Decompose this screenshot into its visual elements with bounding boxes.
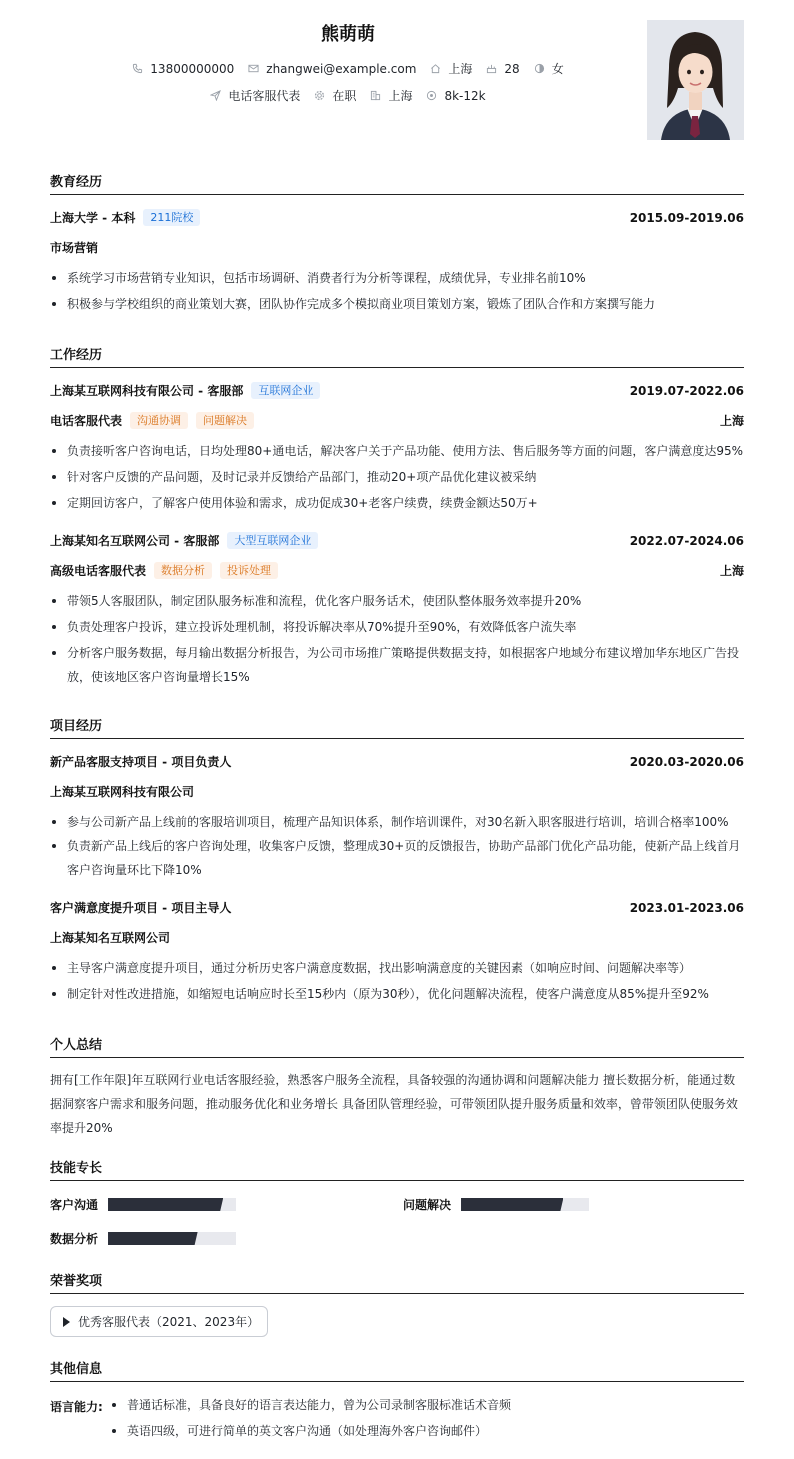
age-text: 28 [504, 61, 520, 76]
list-item: 制定针对性改进措施，如缩短电话响应时长至15秒内（原为30秒），优化问题解决流程，使客户满意度从85%提升至92% [50, 982, 744, 1006]
company-name: 上海某知名互联网公司 - 客服部 [50, 534, 220, 548]
skill-item [50, 1196, 236, 1213]
project-name: 客户满意度提升项目 - 项目主导人 [50, 901, 232, 915]
phone-icon [132, 63, 143, 74]
list-item: 普通话标准，具备良好的语言表达能力，曾为公司录制客服标准话术音频 [110, 1393, 511, 1417]
school-tag: 211院校 [143, 209, 200, 226]
section-title-summary: 个人总结 [50, 1034, 744, 1058]
skill-item [50, 1230, 236, 1247]
job-position-row [50, 562, 744, 579]
list-item: 参与公司新产品上线前的客服培训项目，梳理产品知识体系，制作培训课件，对30名新入职客服进行培训，培训合格率100% [50, 810, 744, 834]
project-date: 2023.01-2023.06 [629, 900, 744, 915]
language-label: 语言能力: [50, 1400, 103, 1414]
project-header [50, 899, 744, 916]
skill-bar [108, 1198, 236, 1211]
portrait-illustration [647, 20, 744, 140]
skill-name: 客户沟通 [50, 1198, 99, 1212]
skill-bar-fill [108, 1198, 223, 1211]
job-date: 2022.07-2024.06 [629, 533, 744, 548]
job-date: 2019.07-2022.06 [629, 383, 744, 398]
project-company: 上海某互联网科技有限公司 [50, 785, 195, 799]
list-item: 负责处理客户投诉，建立投诉处理机制，将投诉解决率从70%提升至90%，有效降低客户流失率 [50, 615, 744, 639]
target-city-info [370, 87, 412, 104]
email-info [248, 62, 416, 76]
education-header [50, 209, 744, 226]
job-city: 上海 [719, 414, 744, 428]
position-name: 高级电话客服代表 [50, 564, 147, 578]
list-item: 定期回访客户，了解客户使用体验和需求，成功促成30+老客户续费，续费金额达50万+ [50, 491, 744, 515]
contact-row [50, 60, 646, 77]
send-icon [210, 90, 221, 101]
email-text: zhangwei@example.com [266, 61, 417, 76]
profile-photo [647, 20, 744, 140]
list-item: 英语四级，可进行简单的英文客户沟通（如处理海外客户咨询邮件） [110, 1419, 487, 1443]
section-title-awards: 荣誉奖项 [50, 1270, 744, 1294]
company-name: 上海某互联网科技有限公司 - 客服部 [50, 384, 244, 398]
list-item: 针对客户反馈的产品问题，及时记录并反馈给产品部门，推动20+项产品优化建议被采纳 [50, 465, 744, 489]
home-icon [430, 63, 441, 74]
list-item: 带领5人客服团队，制定团队服务标准和流程，优化客户服务话术，使团队整体服务效率提升20% [50, 589, 744, 613]
building-icon [370, 90, 381, 101]
job-target-text: 电话客服代表 [228, 89, 301, 103]
project-company: 上海某知名互联网公司 [50, 931, 171, 945]
list-item: 负责新产品上线后的客户咨询处理，收集客户反馈，整理成30+页的反馈报告，协助产品部门优化产品功能，使新产品上线首月客户咨询量环比下降10% [50, 834, 744, 882]
section-title-education: 教育经历 [50, 171, 744, 195]
phone-info [132, 62, 234, 76]
cake-icon [486, 63, 497, 74]
target-city-text: 上海 [388, 89, 413, 103]
list-item: 分析客户服务数据，每月输出数据分析报告，为公司市场推广策略提供数据支持，如根据客户地域分布建议增加华东地区广告投放，使该地区客户咨询量增长15% [50, 641, 744, 689]
coin-icon [426, 90, 437, 101]
job-city: 上海 [719, 564, 744, 578]
phone-text: 13800000000 [150, 61, 235, 76]
summary-text: 拥有[工作年限]年互联网行业电话客服经验，熟悉客户服务全流程，具备较强的沟通协调和问题解决能力 擅长数据分析，能通过数据洞察客户需求和服务问题，推动服务优化和业务增长 具备团队管理经验，可带领团队提升服务质量和效率，曾带领团队使服务效率提升20% [50, 1073, 738, 1135]
skill-tag: 沟通协调 [130, 412, 188, 429]
company-tag: 互联网企业 [251, 382, 320, 399]
section-title-skills: 技能专长 [50, 1157, 744, 1181]
status-info [314, 87, 356, 104]
job-header [50, 382, 744, 399]
education-date: 2015.09-2019.06 [629, 210, 744, 225]
skill-bar-fill [108, 1232, 198, 1245]
status-text: 在职 [332, 89, 357, 103]
job-position-row [50, 412, 744, 429]
gender-info [534, 60, 564, 77]
salary-info [426, 89, 485, 103]
skill-bar [461, 1198, 589, 1211]
job-header [50, 532, 744, 549]
skill-name: 问题解决 [403, 1198, 452, 1212]
skill-tag: 投诉处理 [220, 562, 278, 579]
skill-name: 数据分析 [50, 1232, 99, 1246]
gender-icon [534, 63, 545, 74]
position-name: 电话客服代表 [50, 414, 123, 428]
school-name: 上海大学 - 本科 [50, 211, 136, 225]
project-header [50, 753, 744, 770]
major-name: 市场营销 [50, 241, 99, 255]
section-title-projects: 项目经历 [50, 715, 744, 739]
city-info [430, 60, 472, 77]
skill-tag: 数据分析 [154, 562, 212, 579]
company-tag: 大型互联网企业 [227, 532, 318, 549]
salary-text: 8k-12k [444, 88, 486, 103]
project-name: 新产品客服支持项目 - 项目负责人 [50, 755, 232, 769]
candidate-name: 熊萌萌 [321, 24, 375, 45]
gender-text: 女 [551, 62, 564, 76]
section-title-other: 其他信息 [50, 1358, 744, 1382]
caret-right-icon [63, 1317, 70, 1327]
project-date: 2020.03-2020.06 [629, 754, 744, 769]
skill-tag: 问题解决 [196, 412, 254, 429]
list-item: 负责接听客户咨询电话，日均处理80+通电话，解决客户关于产品功能、使用方法、售后服务等方面的问题，客户满意度达95% [50, 439, 744, 463]
award-item[interactable] [50, 1306, 268, 1337]
gear-icon [314, 90, 325, 101]
list-item: 积极参与学校组织的商业策划大赛，团队协作完成多个模拟商业项目策划方案，锻炼了团队合作和方案撰写能力 [50, 292, 744, 316]
job-target-info [210, 87, 300, 104]
section-title-work: 工作经历 [50, 344, 744, 368]
award-text: 优秀客服代表（2021、2023年） [78, 1315, 260, 1329]
mail-icon [248, 63, 259, 74]
job-intent-row [50, 87, 646, 104]
list-item: 主导客户满意度提升项目，通过分析历史客户满意度数据，找出影响满意度的关键因素（如响应时间、问题解决率等） [50, 956, 744, 980]
skill-bar [108, 1232, 236, 1245]
city-text: 上海 [448, 62, 473, 76]
list-item: 系统学习市场营销专业知识，包括市场调研、消费者行为分析等课程，成绩优异，专业排名前10% [50, 266, 744, 290]
resume-page [50, 0, 744, 1459]
skill-item [403, 1196, 589, 1213]
age-info [486, 62, 519, 76]
skill-bar-fill [461, 1198, 563, 1211]
